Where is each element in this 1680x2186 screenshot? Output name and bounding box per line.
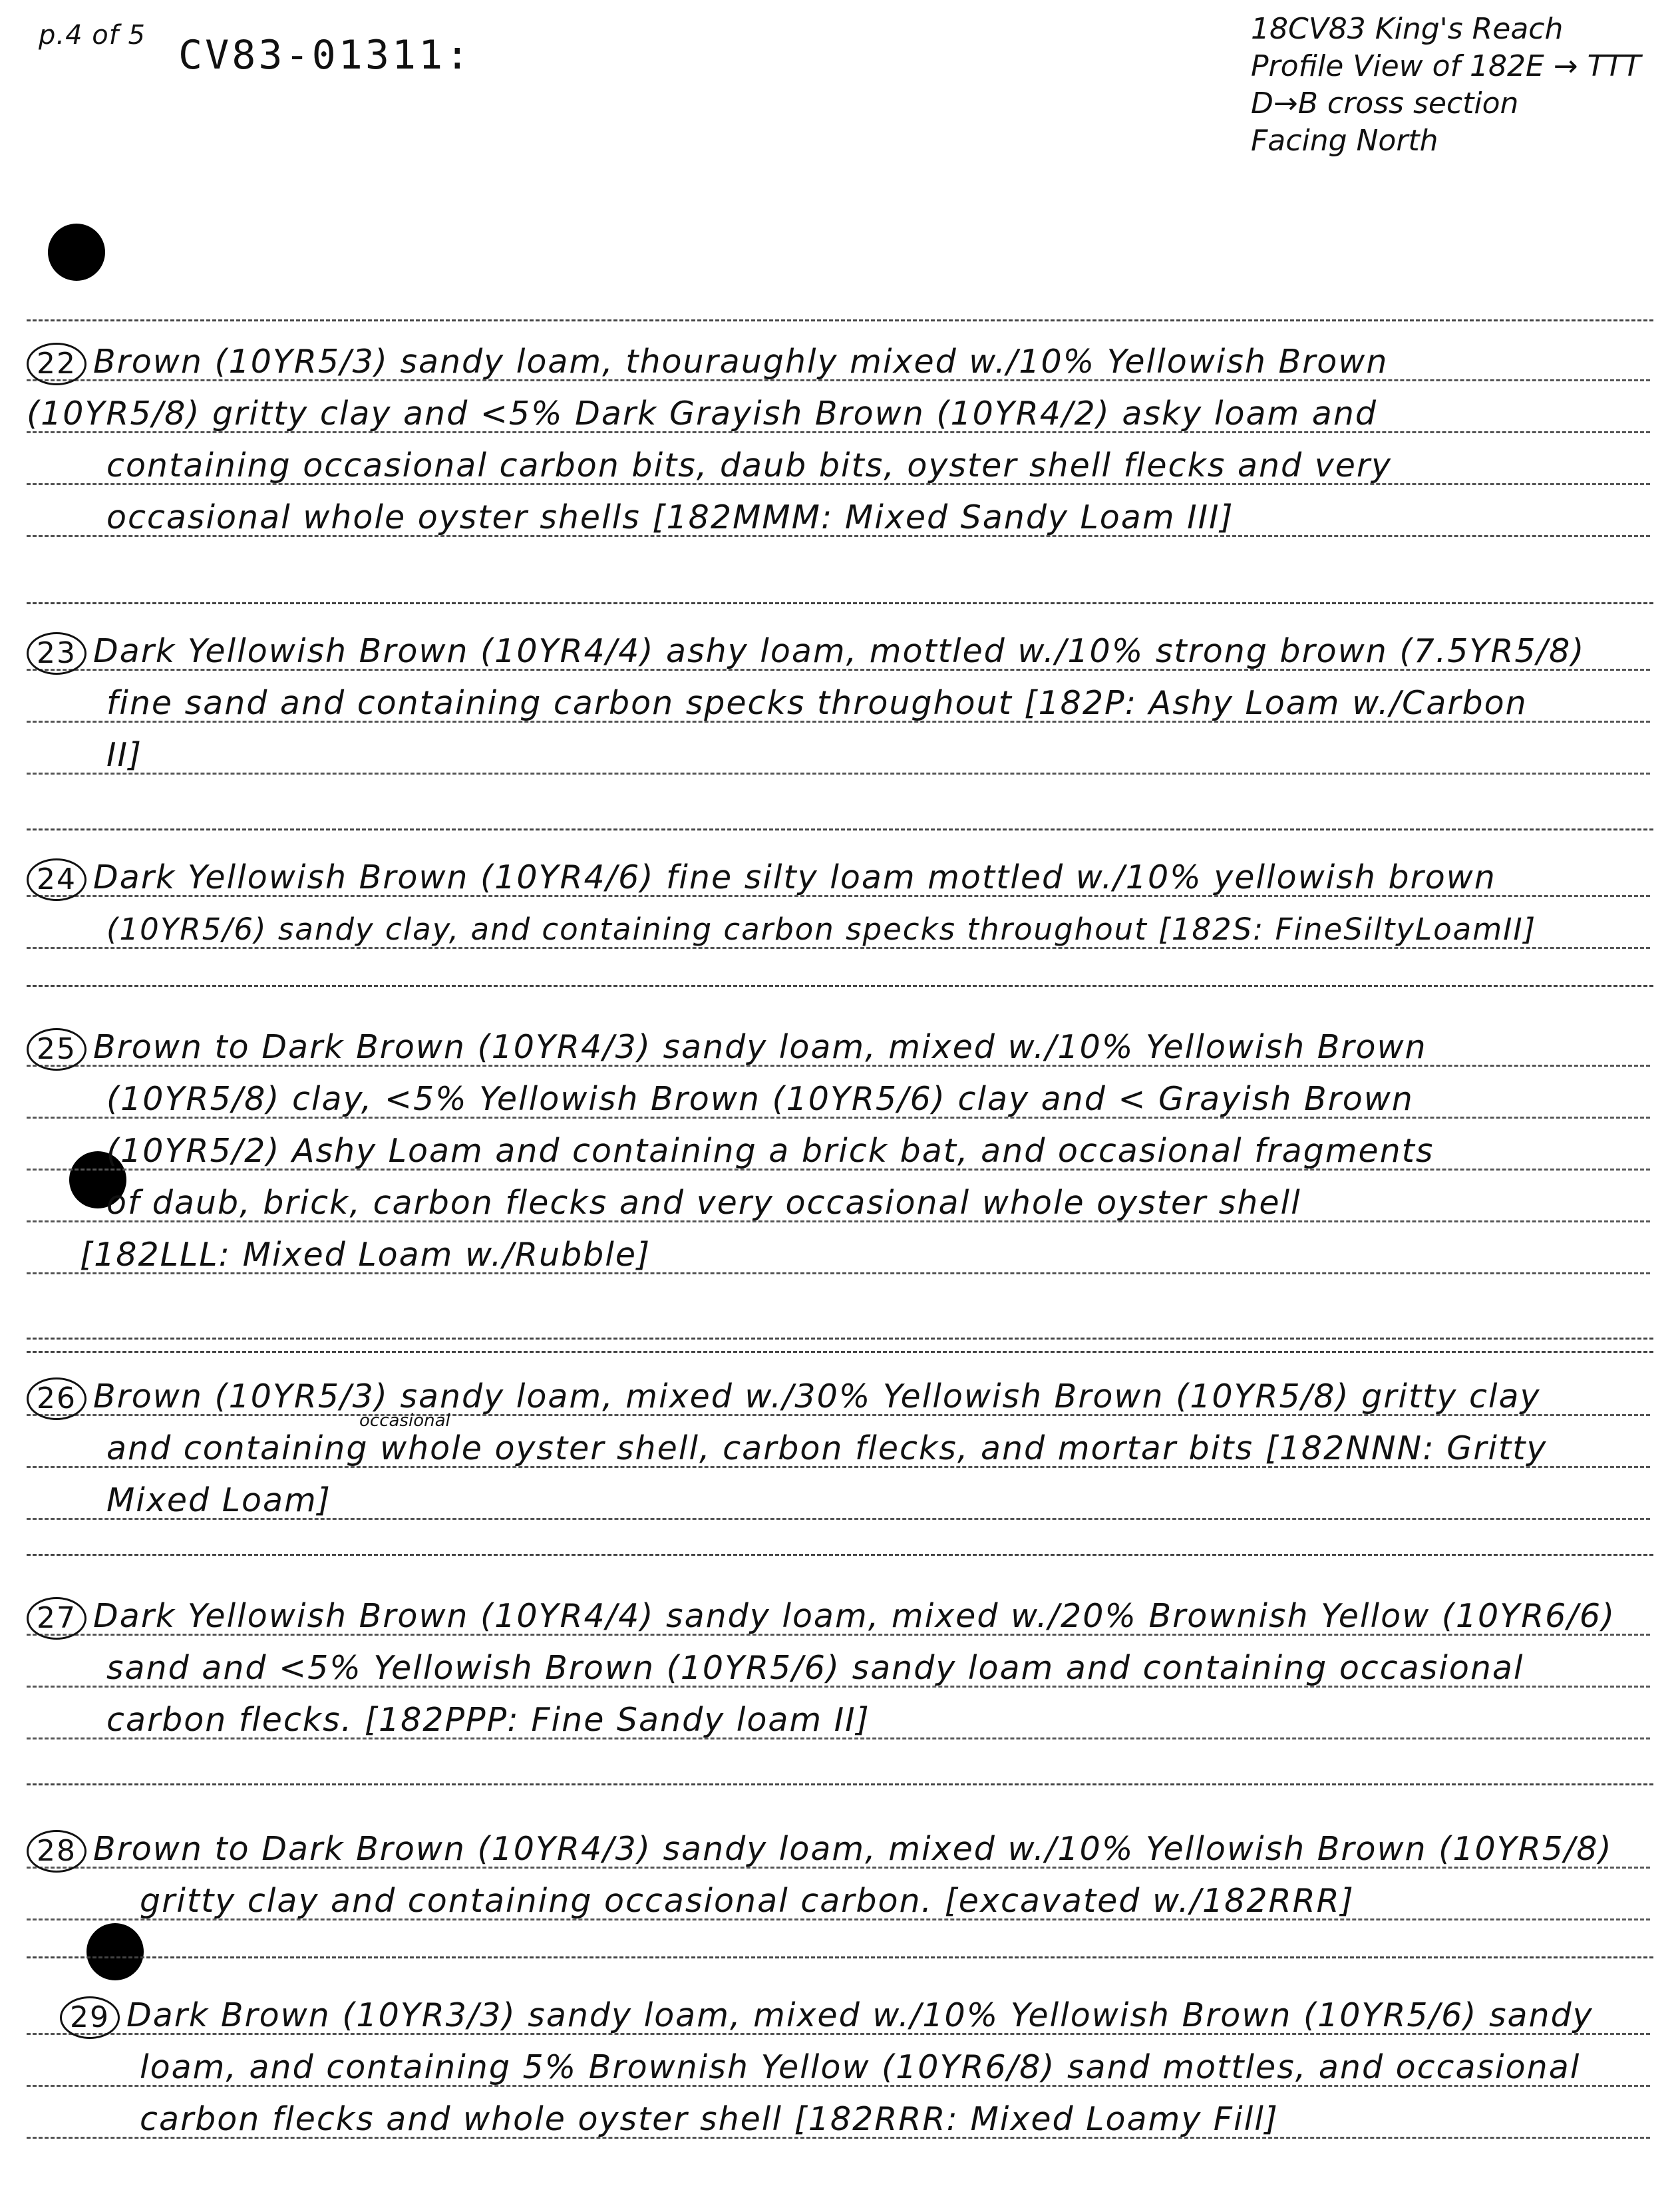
divider-rule xyxy=(27,319,1653,321)
entry-line xyxy=(27,1475,1650,1527)
entry-line xyxy=(27,626,1650,677)
entry-26 xyxy=(27,1371,1650,1527)
entry-text: Dark Yellowish Brown (10YR4/6) fine silty loam mottled w./10% yellowish brown xyxy=(93,858,1496,896)
entry-text: of daub, brick, carbon flecks and very occasional whole oyster shell xyxy=(106,1184,1301,1222)
divider-rule xyxy=(27,828,1653,830)
entry-text: Brown (10YR5/3) sandy loam, mixed w./30% Yellowish Brown (10YR5/8) gritty clay xyxy=(93,1377,1541,1415)
entry-24 xyxy=(27,852,1650,956)
catalog-number: CV83-01311: xyxy=(178,32,472,79)
entry-text: [182LLL: Mixed Loam w./Rubble] xyxy=(80,1236,651,1274)
entry-text: sand and <5% Yellowish Brown (10YR5/6) sandy loam and containing occasional xyxy=(106,1649,1524,1687)
entry-text: Mixed Loam] xyxy=(106,1481,331,1519)
entry-text: (10YR5/6) sandy clay, and containing carbon specks throughout [182S: FineSiltyLoamII] xyxy=(106,912,1537,947)
entry-line xyxy=(27,729,1650,781)
entry-text: carbon flecks and whole oyster shell [182RRR: Mixed Loamy Fill] xyxy=(140,2100,1279,2138)
entry-text: and containing whole oyster shell, carbon flecks, and mortar bits [182NNN: Gritty xyxy=(106,1429,1548,1467)
header-line-1: 18CV83 King's Reach xyxy=(1251,12,1564,46)
entry-28 xyxy=(27,1823,1650,1927)
entry-line xyxy=(27,1642,1650,1694)
entry-line xyxy=(27,388,1650,440)
insert-note: occasional xyxy=(359,1411,450,1431)
divider-rule xyxy=(27,1554,1653,1556)
entry-line xyxy=(27,1073,1650,1125)
entry-line xyxy=(27,2094,1650,2145)
divider-rule xyxy=(27,1351,1653,1353)
divider-rule xyxy=(27,1956,1653,1958)
entry-line xyxy=(27,1229,1650,1281)
entry-text: Dark Brown (10YR3/3) sandy loam, mixed w./10% Yellowish Brown (10YR5/6) sandy xyxy=(126,1996,1594,2034)
entry-text: Brown to Dark Brown (10YR4/3) sandy loam, mixed w./10% Yellowish Brown (10YR5/8) xyxy=(93,1830,1613,1868)
entry-27 xyxy=(27,1590,1650,1746)
entry-line xyxy=(27,1875,1650,1927)
header-line-2: Profile View of 182E → TTT xyxy=(1251,49,1641,83)
entry-line xyxy=(27,1590,1650,1642)
entry-line xyxy=(27,1125,1650,1177)
entry-number: 22 xyxy=(27,343,86,385)
entry-number: 27 xyxy=(27,1597,86,1640)
entry-text: Dark Yellowish Brown (10YR4/4) sandy loam, mixed w./20% Brownish Yellow (10YR6/6) xyxy=(93,1597,1616,1635)
entry-25 xyxy=(27,1021,1650,1281)
entry-line xyxy=(27,1021,1650,1073)
entry-number: 23 xyxy=(27,632,86,675)
entry-line xyxy=(27,1371,1650,1423)
entry-number: 26 xyxy=(27,1377,86,1420)
entry-line xyxy=(27,677,1650,729)
entry-text: Brown (10YR5/3) sandy loam, thouraughly mixed w./10% Yellowish Brown xyxy=(93,343,1389,381)
entry-text: (10YR5/2) Ashy Loam and containing a brick bat, and occasional fragments xyxy=(106,1132,1434,1170)
entry-line xyxy=(27,1990,1650,2042)
entry-line xyxy=(27,852,1650,904)
entry-number: 29 xyxy=(60,1996,120,2039)
divider-rule xyxy=(27,985,1653,987)
entry-text: gritty clay and containing occasional carbon. [excavated w./182RRR] xyxy=(140,1882,1355,1920)
divider-rule xyxy=(27,1338,1653,1340)
header-line-3: D→B cross section xyxy=(1251,87,1519,120)
entry-text: fine sand and containing carbon specks throughout [182P: Ashy Loam w./Carbon xyxy=(106,684,1528,722)
divider-rule xyxy=(27,1783,1653,1785)
entry-number: 28 xyxy=(27,1830,86,1873)
entry-text: Brown to Dark Brown (10YR4/3) sandy loam, mixed w./10% Yellowish Brown xyxy=(93,1028,1427,1066)
entry-line xyxy=(27,492,1650,544)
entry-text: occasional whole oyster shells [182MMM: Mixed Sandy Loam III] xyxy=(106,498,1234,536)
entry-text: loam, and containing 5% Brownish Yellow (10YR6/8) sand mottles, and occasional xyxy=(140,2048,1581,2086)
entry-line xyxy=(27,440,1650,492)
entry-number: 24 xyxy=(27,858,86,901)
punch-hole-top xyxy=(48,224,105,281)
entry-text: carbon flecks. [182PPP: Fine Sandy loam II] xyxy=(106,1701,870,1739)
entry-text: (10YR5/8) gritty clay and <5% Dark Grayish Brown (10YR4/2) asky loam and xyxy=(27,395,1377,433)
entry-line xyxy=(27,1177,1650,1229)
entry-number: 25 xyxy=(27,1028,86,1071)
entry-text: Dark Yellowish Brown (10YR4/4) ashy loam, mottled w./10% strong brown (7.5YR5/8) xyxy=(93,632,1586,670)
header-line-4: Facing North xyxy=(1251,124,1438,158)
divider-rule xyxy=(27,602,1653,604)
entry-line xyxy=(27,1823,1650,1875)
entry-line xyxy=(27,1694,1650,1746)
punch-hole-bottom xyxy=(86,1923,144,1980)
entry-29 xyxy=(27,1990,1650,2145)
header-block xyxy=(1251,11,1641,160)
entry-22 xyxy=(27,336,1650,544)
entry-line xyxy=(27,1423,1650,1475)
entry-text: (10YR5/8) clay, <5% Yellowish Brown (10YR5/6) clay and < Grayish Brown xyxy=(106,1080,1414,1118)
entry-23 xyxy=(27,626,1650,781)
page-marker: p.4 of 5 xyxy=(39,20,146,51)
entry-text: II] xyxy=(106,736,143,774)
entry-line xyxy=(27,336,1650,388)
entry-line xyxy=(27,904,1650,956)
entry-line xyxy=(27,2042,1650,2094)
entry-text: containing occasional carbon bits, daub bits, oyster shell flecks and very xyxy=(106,447,1393,484)
